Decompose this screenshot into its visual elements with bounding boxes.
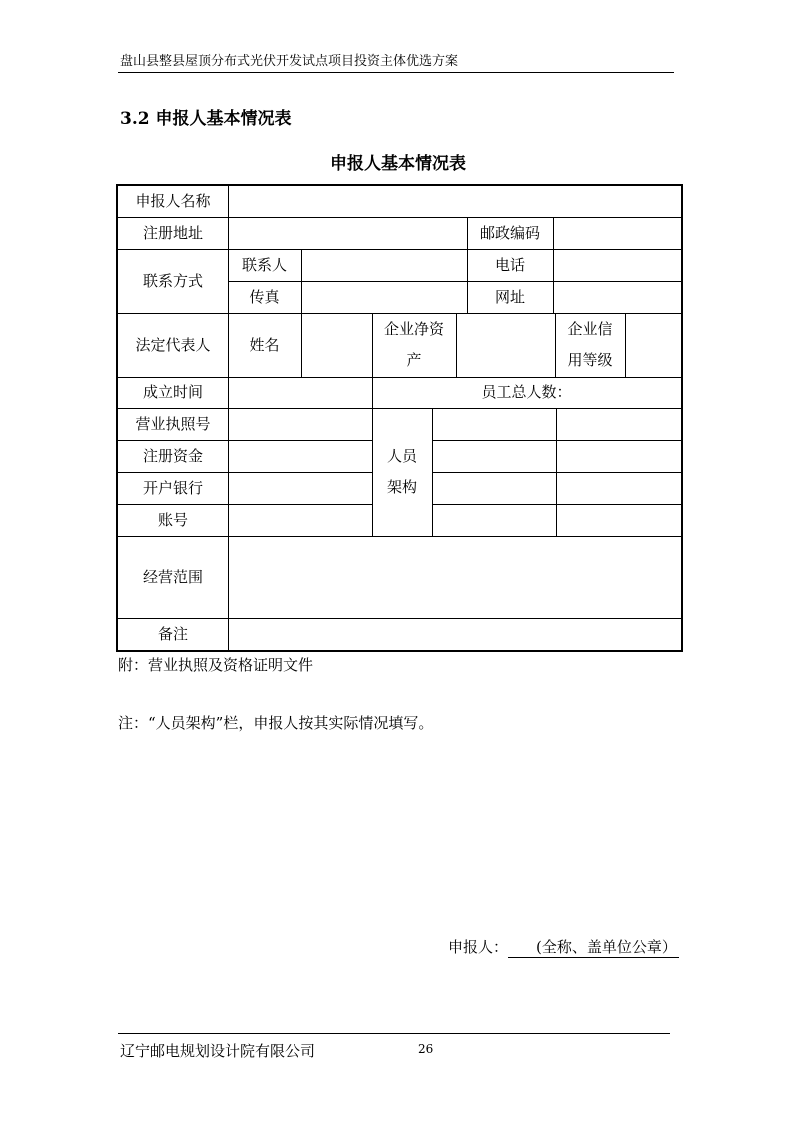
rep-name-label: 姓名 [249,335,280,354]
business-scope-field[interactable] [229,536,681,618]
postcode-field[interactable] [554,217,681,249]
credit-rating-label-line1: 企业信 [567,320,613,338]
running-header: 盘山县整县屋顶分布式光伏开发试点项目投资主体优选方案 [120,54,459,69]
footer-divider [118,1033,670,1034]
credit-rating-label [555,313,625,377]
staff-structure-label-line2: 架构 [386,478,417,496]
phone-label: 电话 [494,255,525,274]
staff-structure-label-line1: 人员 [386,447,417,465]
contact-method-label: 联系方式 [142,271,203,290]
page-number: 26 [418,1042,434,1056]
employee-count-label: 员工总人数： [481,383,572,401]
contact-person-label: 联系人 [241,255,287,274]
table-title: 申报人基本情况表 [330,154,466,174]
bank-field[interactable] [229,472,372,504]
col-divider [556,408,557,536]
legal-representative-label: 法定代表人 [135,335,211,354]
footer-company: 辽宁邮电规划设计院有限公司 [120,1042,316,1060]
remarks-field[interactable] [229,618,681,650]
credit-rating-field[interactable] [626,313,681,377]
net-assets-label [372,313,456,377]
established-date-label: 成立时间 [142,383,203,401]
fax-field[interactable] [302,281,467,313]
account-label: 账号 [157,510,188,529]
staff-structure-label [372,408,432,536]
website-label: 网址 [494,287,525,306]
phone-field[interactable] [554,249,681,281]
net-assets-label-line2: 产 [406,351,422,369]
staff-structure-note: 注：“人员架构”栏，申报人按其实际情况填写。 [118,714,434,732]
established-date-field[interactable] [229,377,372,408]
remarks-label: 备注 [157,624,188,643]
signature-label: 申报人： [448,938,509,956]
fax-label: 传真 [249,287,280,306]
postcode-label: 邮政编码 [479,223,540,242]
applicant-info-table [116,184,683,652]
section-heading: 3.2 申报人基本情况表 [120,109,292,129]
registered-capital-label: 注册资金 [142,446,203,465]
license-number-label: 营业执照号 [135,414,211,433]
registered-capital-field[interactable] [229,440,372,472]
bank-label: 开户银行 [142,478,203,497]
rep-name-field[interactable] [302,313,372,377]
net-assets-label-line1: 企业净资 [383,320,444,338]
registered-address-field[interactable] [229,217,467,249]
signature-field: (全称、盖单位公章） [508,936,679,958]
attachment-note: 附：营业执照及资格证明文件 [118,656,314,674]
applicant-name-field[interactable] [229,186,681,217]
registered-address-label: 注册地址 [142,223,203,242]
applicant-name-label: 申报人名称 [135,192,211,210]
business-scope-label: 经营范围 [142,567,203,586]
header-divider [118,72,674,73]
credit-rating-label-line2: 用等级 [567,351,613,369]
net-assets-field[interactable] [457,313,555,377]
license-number-field[interactable] [229,408,372,440]
account-field[interactable] [229,504,372,536]
contact-person-field[interactable] [302,249,467,281]
website-field[interactable] [554,281,681,313]
col-divider [432,408,433,536]
